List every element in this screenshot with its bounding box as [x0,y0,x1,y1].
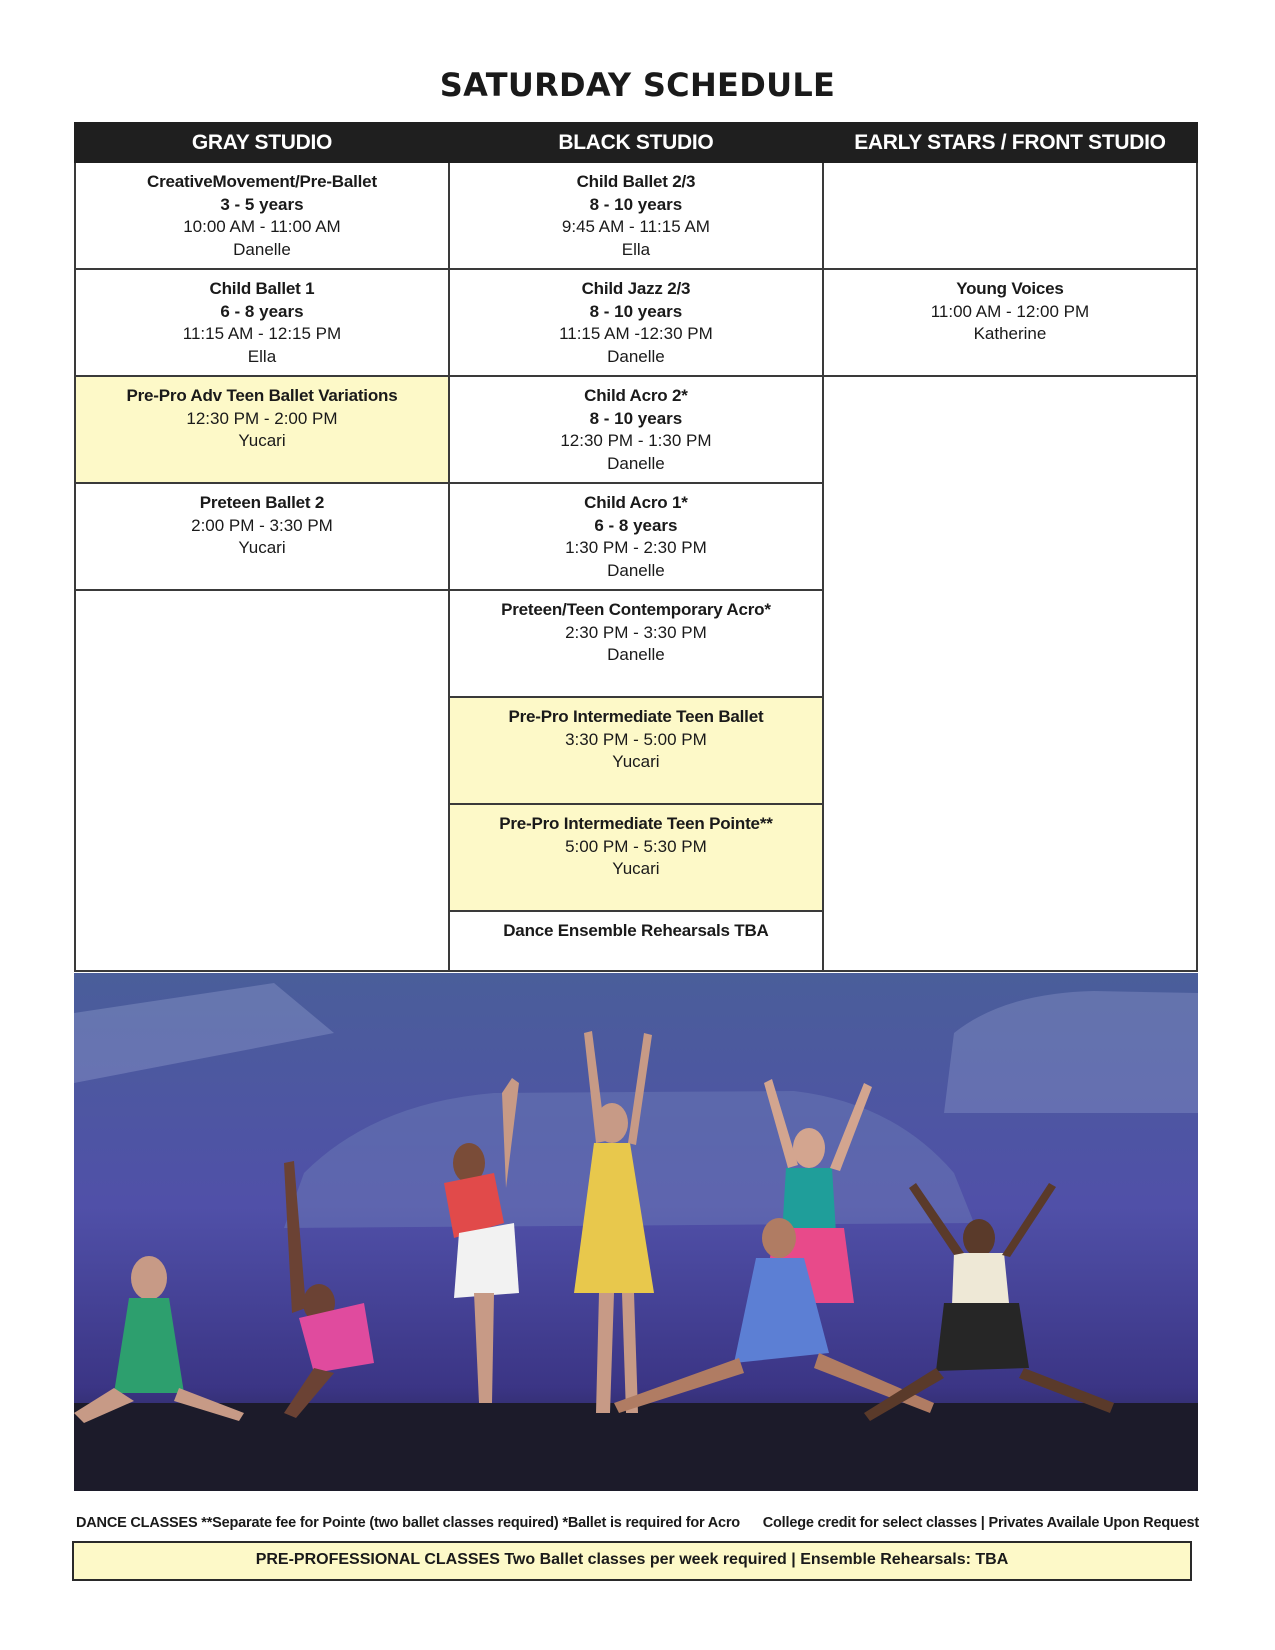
schedule-row [75,162,1197,269]
class-instructor: Yucari [238,431,286,450]
class-instructor: Danelle [607,346,665,366]
dance-classes-note: DANCE CLASSES **Separate fee for Pointe (two ballet classes required) *Ballet is required for Acro [76,1515,740,1531]
class-name: Child Acro 1* [584,493,688,512]
class-instructor: Danelle [607,560,665,580]
class-time: 12:30 PM - 2:00 PM [186,408,338,428]
class-time: 2:30 PM - 3:30 PM [565,622,707,642]
class-name: CreativeMovement/Pre-Ballet [147,172,377,191]
class-name: Preteen Ballet 2 [199,493,325,512]
class-instructor: Yucari [238,538,286,557]
column-header-black-studio: BLACK STUDIO [449,123,823,162]
class-time: 12:30 PM - 1:30 PM [560,431,712,450]
class-age: 3 - 5 years [220,194,304,214]
class-cell [823,269,1197,376]
class-time: 11:00 AM - 12:00 PM [930,301,1090,321]
stage-floor [74,1403,1198,1491]
column-header-front-studio: EARLY STARS / FRONT STUDIO [823,123,1197,162]
class-instructor: Yucari [612,752,660,771]
class-instructor: Ella [247,346,277,366]
class-cell-highlighted [449,804,823,911]
empty-cell [823,376,1197,971]
class-instructor: Danelle [607,645,665,664]
class-name: Child Jazz 2/3 [581,279,691,298]
dance-performance-photo [74,973,1198,1491]
class-name: Young Voices [956,279,1064,298]
class-cell-highlighted [449,697,823,804]
class-name: Dance Ensemble Rehearsals TBA [503,921,769,940]
class-instructor: Yucari [612,859,660,878]
class-time: 3:30 PM - 5:00 PM [565,729,707,749]
class-cell [449,590,823,697]
class-time: 11:15 AM -12:30 PM [559,324,713,343]
class-time: 10:00 AM - 11:00 AM [183,217,341,236]
class-time: 1:30 PM - 2:30 PM [565,538,707,557]
class-age: 8 - 10 years [589,408,683,428]
column-header-gray-studio: GRAY STUDIO [75,123,449,162]
class-cell [75,162,449,269]
class-instructor: Danelle [233,239,291,259]
class-name: Pre-Pro Adv Teen Ballet Variations [126,386,398,405]
class-name: Child Ballet 1 [209,279,315,298]
class-cell [449,162,823,269]
schedule-table [74,122,1198,972]
class-cell [75,269,449,376]
empty-cell [75,590,449,971]
schedule-row [75,269,1197,376]
class-cell [75,483,449,590]
class-instructor: Katherine [973,324,1047,343]
empty-cell [823,162,1197,269]
schedule-header-row [75,123,1197,162]
class-cell [449,911,823,971]
dancers-illustration [74,973,1198,1491]
class-cell [449,269,823,376]
class-time: 2:00 PM - 3:30 PM [191,515,333,535]
class-age: 8 - 10 years [589,194,683,214]
class-age: 6 - 8 years [220,301,304,321]
class-time: 5:00 PM - 5:30 PM [565,836,707,856]
class-name: Pre-Pro Intermediate Teen Ballet [508,707,764,726]
class-age: 6 - 8 years [594,515,678,535]
class-cell-highlighted [75,376,449,483]
class-name: Child Ballet 2/3 [576,172,696,191]
class-time: 11:15 AM - 12:15 PM [182,324,342,343]
pre-professional-banner: PRE-PROFESSIONAL CLASSES Two Ballet classes per week required | Ensemble Rehearsals: TBA [72,1541,1192,1581]
class-name: Pre-Pro Intermediate Teen Pointe** [499,814,773,833]
class-age: 8 - 10 years [589,301,683,321]
page-title: SATURDAY SCHEDULE [439,66,836,104]
class-name: Preteen/Teen Contemporary Acro* [501,600,771,619]
class-cell [449,376,823,483]
class-instructor: Ella [621,239,651,259]
class-time: 9:45 AM - 11:15 AM [561,217,710,236]
schedule-row [75,376,1197,483]
class-instructor: Danelle [607,453,665,473]
class-cell [449,483,823,590]
college-credit-note: College credit for select classes | Privates Availale Upon Request [762,1515,1199,1531]
class-name: Child Acro 2* [584,386,688,405]
